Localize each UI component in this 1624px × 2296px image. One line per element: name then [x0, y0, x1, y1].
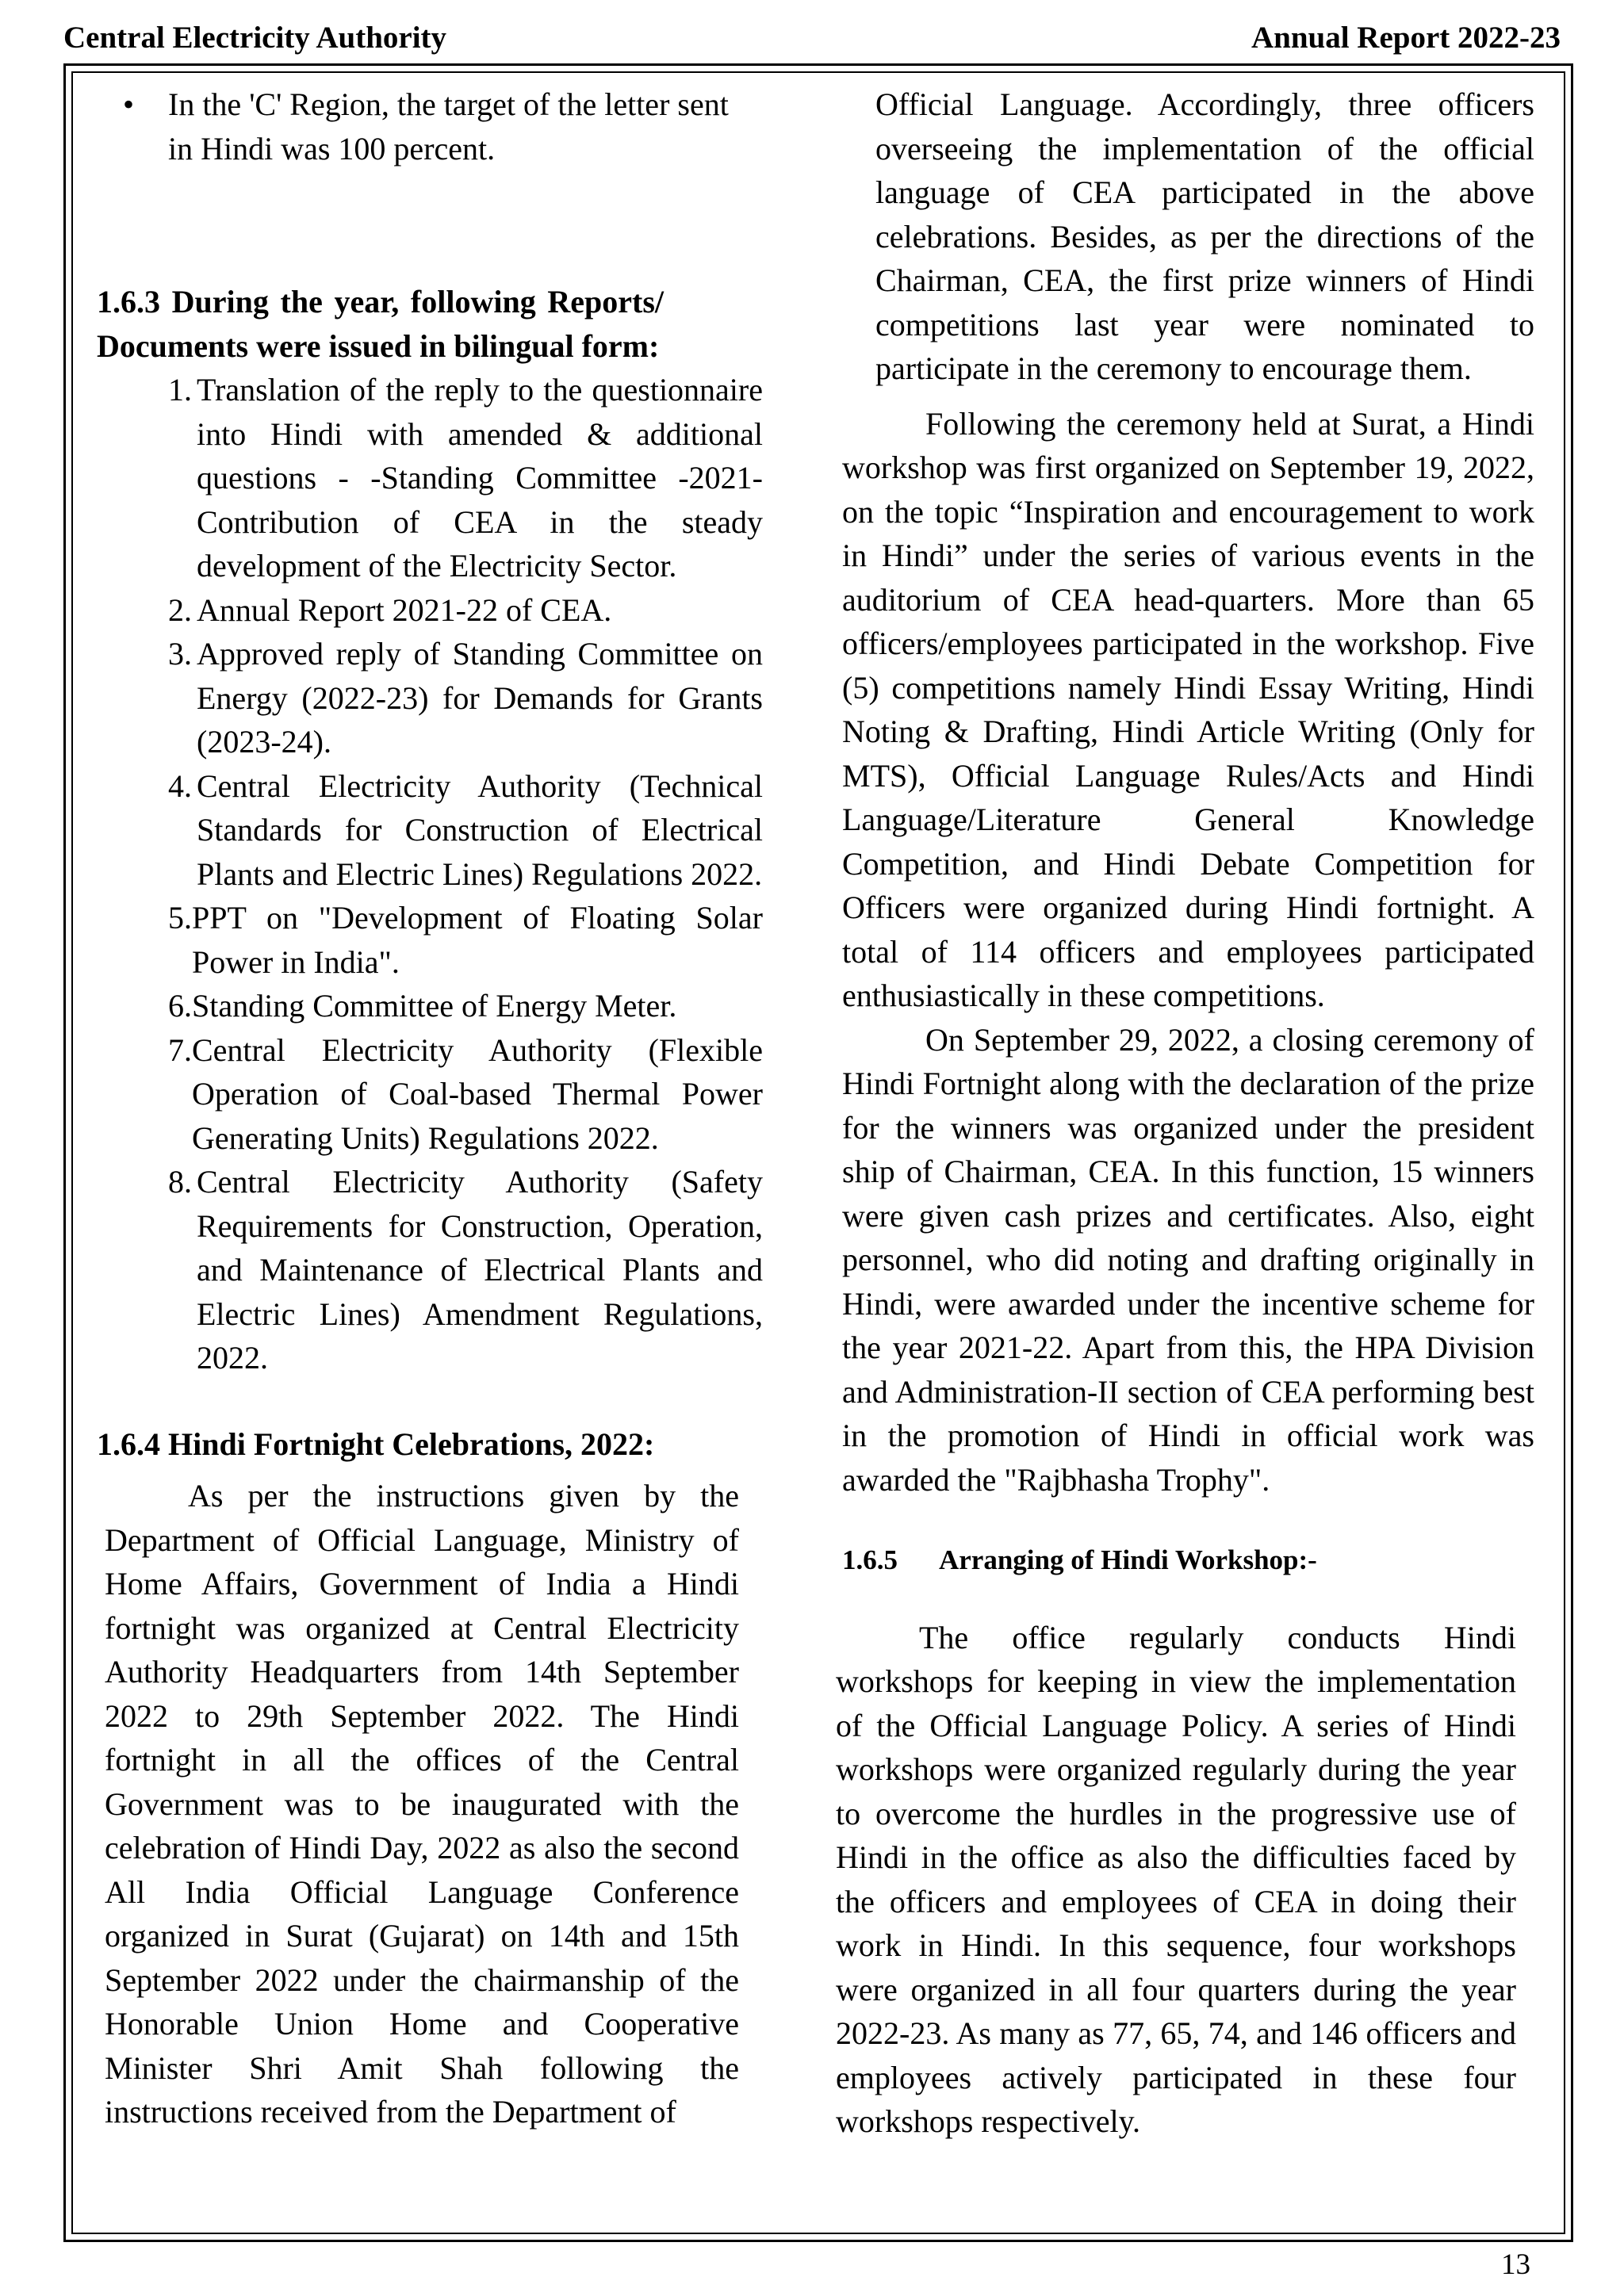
section-title: Arranging of Hindi Workshop:- [939, 1544, 1317, 1575]
paragraph-official-language: Official Language. Accordingly, three officers overseeing the implementation of the official language of CEA participated in the above celebrations. Besides, as per the directions of the Chairman, CEA, the first prize winners of Hindi competitions last year were nominated to participate in the ceremony to encourage them. [875, 86, 1534, 386]
list-text: Central Electricity Authority (Technical Standards for Construction of Electrical Plants and Electric Lines) Regulations 2022. [197, 767, 763, 892]
list-number: 2. [168, 591, 192, 628]
list-number: 4. [168, 767, 192, 804]
list-text: Approved reply of Standing Committee on Energy (2022-23) for Demands for Grants (2023-24). [197, 636, 763, 760]
list-item [97, 1028, 763, 1161]
list-text: PPT on "Development of Floating Solar Power in India". [192, 900, 763, 980]
documents-list [97, 368, 763, 1380]
list-number: 1. [168, 372, 192, 408]
bullet-item [97, 82, 751, 170]
header-report-title: Annual Report 2022-23 [1251, 21, 1561, 55]
list-number: 6. [168, 988, 192, 1024]
list-text: Standing Committee of Energy Meter. [192, 988, 677, 1024]
left-column [97, 82, 763, 2134]
section-number: 1.6.5 [842, 1544, 898, 1575]
paragraph-closing-ceremony: On September 29, 2022, a closing ceremony of Hindi Fortnight along with the declaration of the prize for the winners was organized under the president ship of Chairman, CEA. In this function, 15 winners were given cash prizes and certificates. Also, eight personnel, who did noting and drafting originally in Hindi, were awarded under the incentive scheme for the year 2021-22. Apart from this, the HPA Division and Administration-II section of CEA performing best in the promotion of Hindi in official work was awarded the "Rajbhasha Trophy". [842, 1021, 1534, 1498]
paragraph-surat-ceremony: Following the ceremony held at Surat, a Hindi workshop was first organized on September 19, 2022, on the topic “Inspiration and encouragement to work in Hindi” under the series of various events in the auditorium of CEA head-quarters. More than 65 officers/employees participated in the workshop. Five (5) competitions namely Hindi Essay Writing, Hindi Noting & Drafting, Hindi Article Writing (Only for MTS), Official Language Rules/Acts and Hindi Language/Literature General Knowledge Competition, and Hindi Debate Competition for Officers were organized during Hindi fortnight. A total of 114 officers and employees participated enthusiastically in these competitions. [842, 405, 1534, 1013]
list-number: 3. [168, 636, 192, 672]
list-text: Central Electricity Authority (Safety Requirements for Construction, Operation, and Maintenance of Electrical Plants and Electric Lines) Amendment Regulations, 2022. [197, 1164, 763, 1376]
list-item [97, 1160, 763, 1380]
list-number: 8. [168, 1164, 192, 1200]
list-item [97, 896, 763, 984]
right-column [836, 82, 1534, 2144]
page-number: 13 [1501, 2248, 1530, 2281]
list-text: Central Electricity Authority (Flexible Operation of Coal-based Thermal Power Generating Units) Regulations 2022. [192, 1031, 763, 1156]
list-number: 7. [168, 1031, 192, 1068]
list-number: 5. [168, 900, 192, 936]
list-text: Translation of the reply to the questionnaire into Hindi with amended & additional questions - -Standing Committee -2021- Contribution of CEA in the steady development of the Electricity Sector. [197, 372, 763, 584]
bullet-text: In the 'C' Region, the target of the letter sent in Hindi was 100 percent. [168, 86, 729, 166]
section-heading-1-6-5 [842, 1538, 1534, 1582]
section-heading-1-6-3: 1.6.3 During the year, following Reports/ Documents were issued in bilingual form: [97, 284, 664, 364]
list-item [97, 368, 763, 588]
list-text: Annual Report 2021-22 of CEA. [197, 591, 612, 628]
header-organization: Central Electricity Authority [63, 21, 447, 55]
list-item [97, 588, 763, 633]
paragraph-hindi-fortnight: As per the instructions given by the Department of Official Language, Ministry of Home Affairs, Government of India a Hindi fortnight was organized at Central Electricity Authority Headquarters from 14th September 2022 to 29th September 2022. The Hindi fortnight in all the offices of the Central Government was to be inaugurated with the celebration of Hindi Day, 2022 as also the second All India Official Language Conference organized in Surat (Gujarat) on 14th and 15th September 2022 under the chairmanship of the Honorable Union Home and Cooperative Minister Shri Amit Shah following the instructions received from the Department of [105, 1478, 739, 2130]
list-item [97, 764, 763, 897]
list-item [97, 984, 763, 1028]
bullet-icon: • [123, 86, 135, 122]
list-item [97, 632, 763, 764]
section-heading-1-6-4: 1.6.4 Hindi Fortnight Celebrations, 2022: [97, 1425, 655, 1462]
paragraph-hindi-workshop: The office regularly conducts Hindi workshops for keeping in view the implementation of the Official Language Policy. A series of Hindi workshops were organized regularly during the year to overcome the hurdles in the progressive use of Hindi in the office as also the difficulties faced by the officers and employees of CEA in doing their work in Hindi. In this sequence, four workshops were organized in all four quarters during the year 2022-23. As many as 77, 65, 74, and 146 officers and employees actively participated in these four workshops respectively. [836, 1619, 1516, 2139]
